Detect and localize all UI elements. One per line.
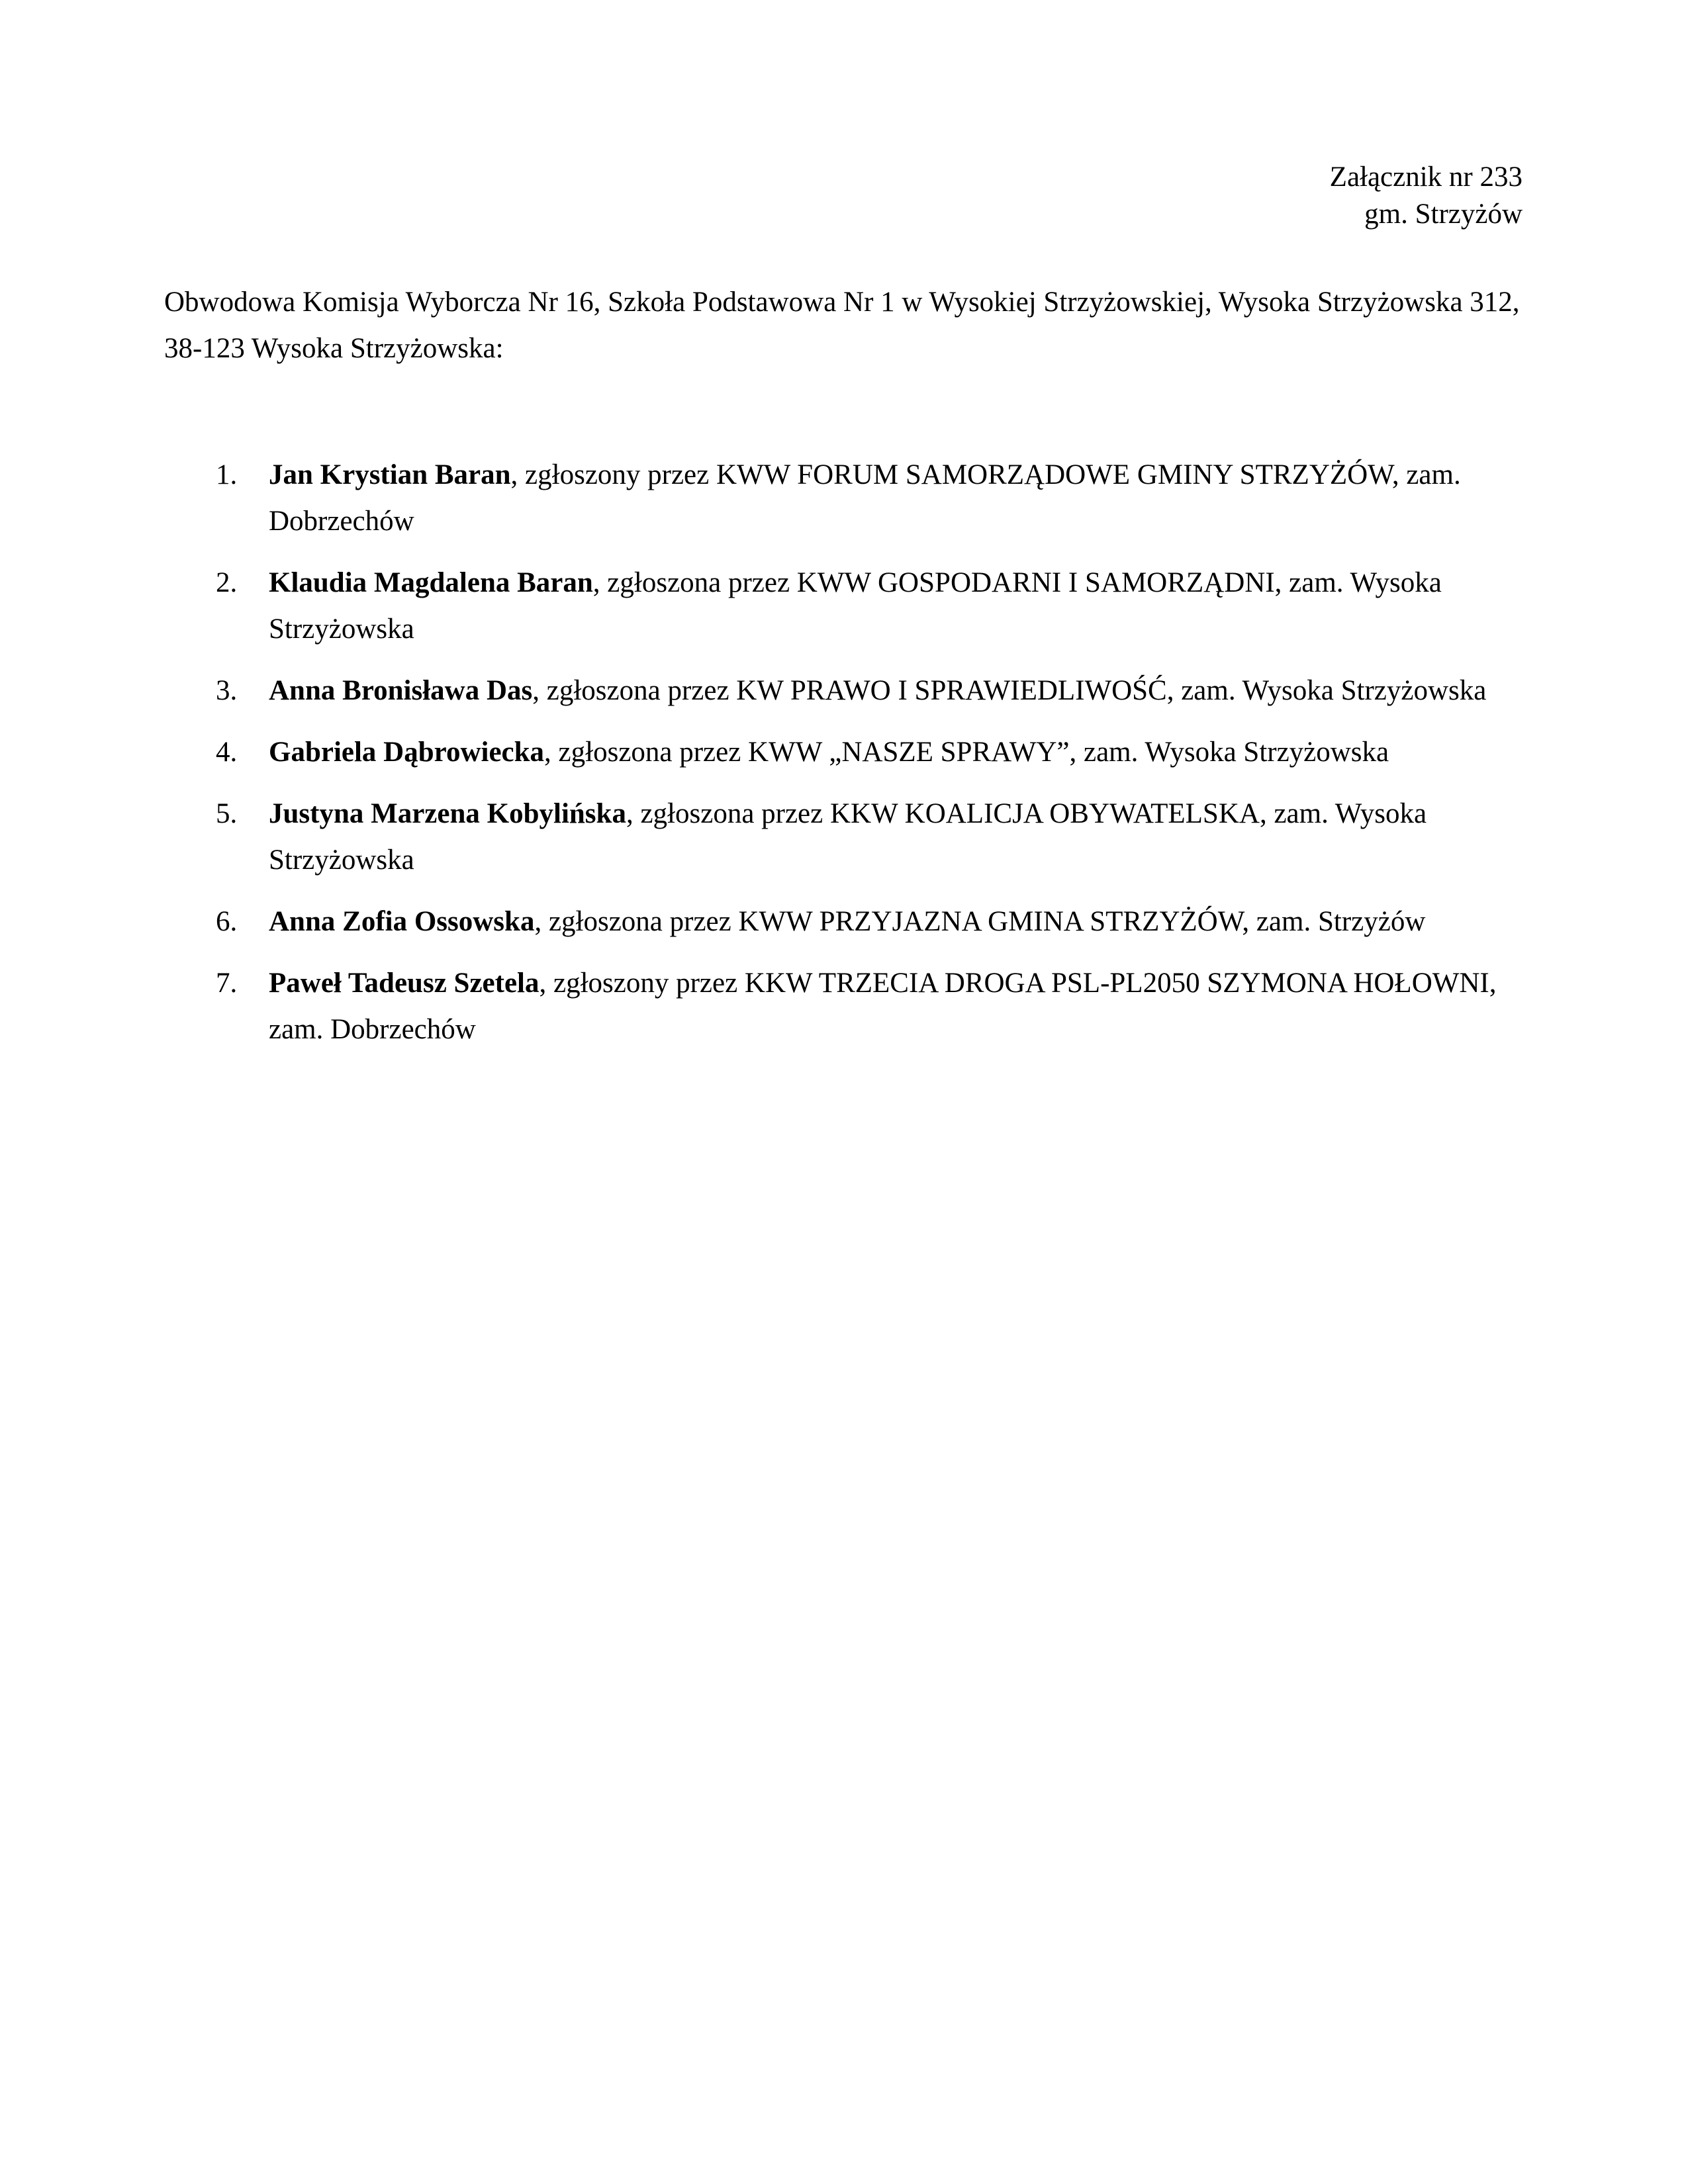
member-name: Jan Krystian Baran [269, 459, 511, 490]
municipality-name: gm. Strzyżów [1364, 199, 1523, 230]
member-name: Justyna Marzena Kobylińska [269, 798, 626, 829]
member-details: , zgłoszona przez KWW „NASZE SPRAWY”, zam. Wysoka Strzyżowska [544, 737, 1389, 768]
member-number: 4. [216, 737, 238, 768]
member-number: 6. [216, 906, 238, 937]
member-details: , zgłoszony przez KKW TRZECIA DROGA PSL-PL2050 SZYMONA HOŁOWNI, zam. Dobrzechów [269, 968, 1497, 1045]
member-details: , zgłoszona przez KWW GOSPODARNI I SAMORZĄDNI, zam. Wysoka Strzyżowska [269, 567, 1442, 645]
member-number: 1. [216, 459, 238, 490]
member-name: Anna Zofia Ossowska [269, 906, 535, 937]
member-details: , zgłoszony przez KWW FORUM SAMORZĄDOWE GMINY STRZYŻÓW, zam. Dobrzechów [269, 459, 1461, 537]
member-name: Gabriela Dąbrowiecka [269, 737, 545, 768]
attachment-number: Załącznik nr 233 [1329, 161, 1523, 193]
member-number: 2. [216, 567, 238, 598]
commission-description: Obwodowa Komisja Wyborcza Nr 16, Szkoła Podstawowa Nr 1 w Wysokiej Strzyżowskiej, Wysoka Strzyżowska 312, 38-123 Wysoka Strzyżowska: [164, 287, 1520, 364]
member-number: 7. [216, 968, 238, 999]
member-item [164, 668, 1528, 714]
member-number: 5. [216, 798, 238, 829]
member-item [164, 791, 1528, 884]
member-item [164, 899, 1528, 945]
member-name: Anna Bronisława Das [269, 675, 533, 706]
member-item [164, 560, 1528, 653]
member-item [164, 452, 1528, 545]
member-details: , zgłoszona przez KKW KOALICJA OBYWATELSKA, zam. Wysoka Strzyżowska [269, 798, 1427, 876]
members-list [164, 452, 1528, 1068]
member-item [164, 960, 1528, 1053]
member-details: , zgłoszona przez KW PRAWO I SPRAWIEDLIWOŚĆ, zam. Wysoka Strzyżowska [532, 675, 1487, 706]
attachment-header [1330, 159, 1523, 233]
member-number: 3. [216, 675, 238, 706]
member-name: Klaudia Magdalena Baran [269, 567, 593, 598]
member-details: , zgłoszona przez KWW PRZYJAZNA GMINA STRZYŻÓW, zam. Strzyżów [534, 906, 1426, 937]
member-item [164, 729, 1528, 776]
member-name: Paweł Tadeusz Szetela [269, 968, 539, 999]
